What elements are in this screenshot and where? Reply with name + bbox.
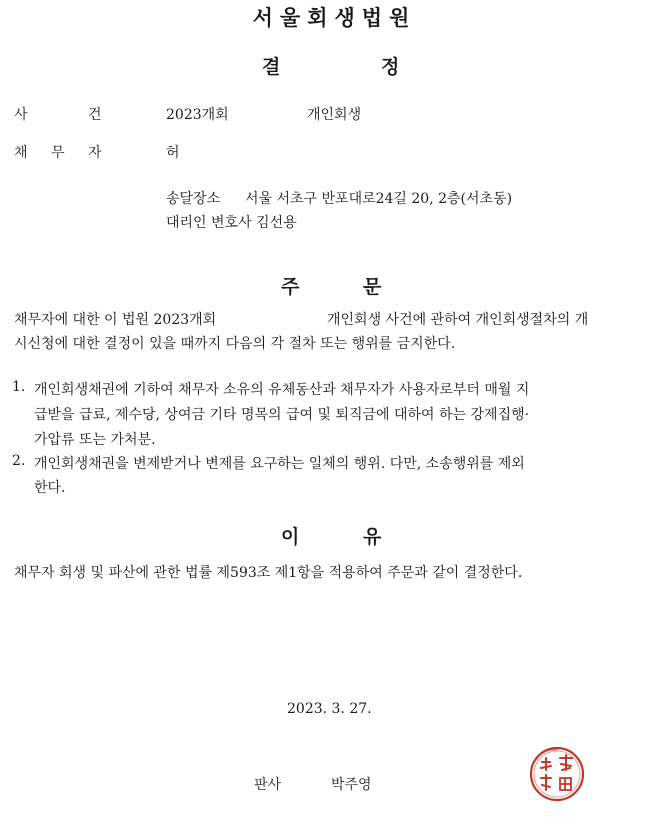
order-heading-1: 주 (281, 276, 300, 298)
debtor-name: 허 (166, 145, 180, 161)
order-intro-line1b: 개인회생 사건에 관하여 개인회생절차의 개 (327, 312, 589, 328)
item-1-line-3: 가압류 또는 가처분. (34, 432, 156, 448)
address-label: 송달장소 (166, 191, 221, 207)
doc-title-2: 정 (381, 56, 400, 78)
case-label-1: 사 (14, 107, 28, 123)
case-number: 2023개회 (166, 107, 229, 123)
seal-icon (524, 740, 590, 806)
item-1-line-1: 개인회생채권에 기하여 채무자 소유의 유체동산과 채무자가 사용자로부터 매월 지 (34, 382, 530, 398)
order-heading-2: 문 (363, 276, 382, 298)
item-2-line-1: 개인회생채권을 변제받거나 변제를 요구하는 일체의 행위. 다만, 소송행위를 제외 (34, 456, 525, 472)
case-type: 개인회생 (307, 107, 362, 123)
doc-title-1: 결 (262, 56, 281, 78)
court-name: 서울회생법원 (252, 5, 417, 30)
address: 서울 서초구 반포대로24길 20, 2층(서초동) (245, 191, 513, 207)
judge-name: 박주영 (331, 777, 372, 793)
judge-title: 판사 (254, 777, 282, 793)
reason-heading-2: 유 (363, 526, 382, 548)
reason-text: 채무자 회생 및 파산에 관한 법률 제593조 제1항을 적용하여 주문과 같이 결정한다. (14, 565, 523, 581)
decision-date: 2023. 3. 27. (287, 701, 372, 717)
debtor-label-3: 자 (88, 145, 102, 161)
court-seal-stamp (524, 740, 590, 806)
order-intro-line1: 채무자에 대한 이 법원 2023개회 (14, 312, 217, 328)
item-1-number: 1. (12, 379, 26, 395)
agent: 대리인 변호사 김선용 (166, 215, 297, 231)
debtor-label-2: 무 (51, 145, 65, 161)
debtor-label-1: 채 (14, 145, 28, 161)
item-1-line-2: 급받을 급료, 제수당, 상여금 기타 명목의 급여 및 퇴직금에 대하여 하는 강제집행· (34, 407, 530, 423)
item-2-number: 2. (12, 453, 26, 469)
case-label-2: 건 (88, 107, 102, 123)
item-2-line-2: 한다. (34, 480, 66, 496)
order-intro-line2: 시신청에 대한 결정이 있을 때까지 다음의 각 절차 또는 행위를 금지한다. (14, 336, 456, 352)
reason-heading-1: 이 (281, 526, 300, 548)
